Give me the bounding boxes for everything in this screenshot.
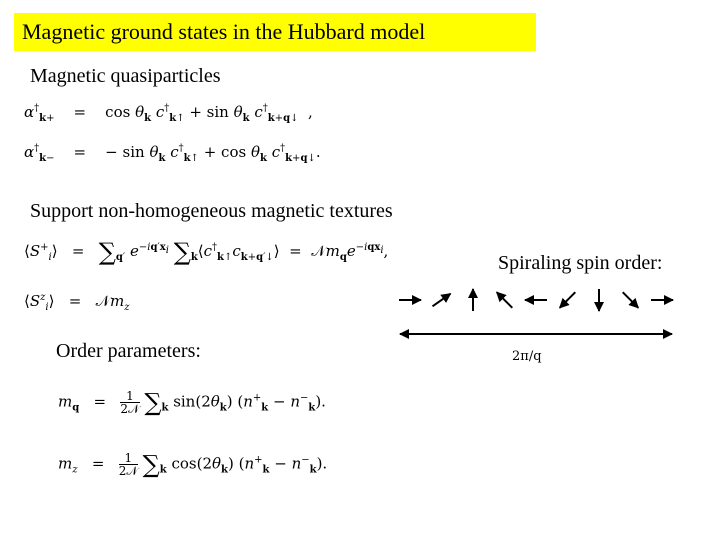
spin-arrow (623, 292, 639, 308)
equation-alpha-minus: $\alpha^\dagger_{k-}$ = − $\sin \theta_k$ $c^\dagger_{k↑} + \cos \theta_k$ $c^\dagger_{k+q↓}$. (24, 143, 321, 164)
spin-arrow (497, 292, 513, 308)
spin-arrow (432, 294, 450, 307)
equation-m-q: $m_q$ = $\frac{1}{\text{2𝒩}}$ $\sum_k$ $\sin(2\theta_k) (n^+_k - n^-_k)$. (58, 388, 326, 417)
spin-arrow (560, 292, 576, 308)
heading-order-parameters: Order parameters: (56, 340, 201, 362)
heading-spiral: Spiraling spin order: (498, 252, 663, 274)
spin-arrows (399, 289, 673, 311)
equation-s-plus: $⟨S^+_i⟩ = \sum_{q'}$ $e^{-iq'x_i}$ $\sum_k⟨c^\dagger_{k↑}c_{k+q'↓}⟩$ = $𝒩m_qe^{-iqx_i}$, (24, 238, 389, 266)
heading-quasiparticles: Magnetic quasiparticles (30, 65, 221, 87)
heading-textures: Support non-homogeneous magnetic textures (30, 200, 393, 222)
wavelength-label: 2π/q (512, 349, 542, 364)
equation-s-z: $⟨S^z_i⟩$ = 𝒩m$_z$ (24, 292, 130, 313)
equation-m-z: $m_z$ = $\frac{1}{\text{2𝒩}}$ $\sum_k$ $\cos(2\theta_k) (n^+_k - n^-_k)$. (58, 450, 328, 479)
slide-title: Magnetic ground states in the Hubbard model (14, 13, 536, 51)
equation-alpha-plus: $\alpha^\dagger_{k+}$ = $\cos \theta_k$ $c^\dagger_{k↑} + \sin \theta_k$ $c^\dagger_{k+q↓}$ , (24, 103, 313, 124)
